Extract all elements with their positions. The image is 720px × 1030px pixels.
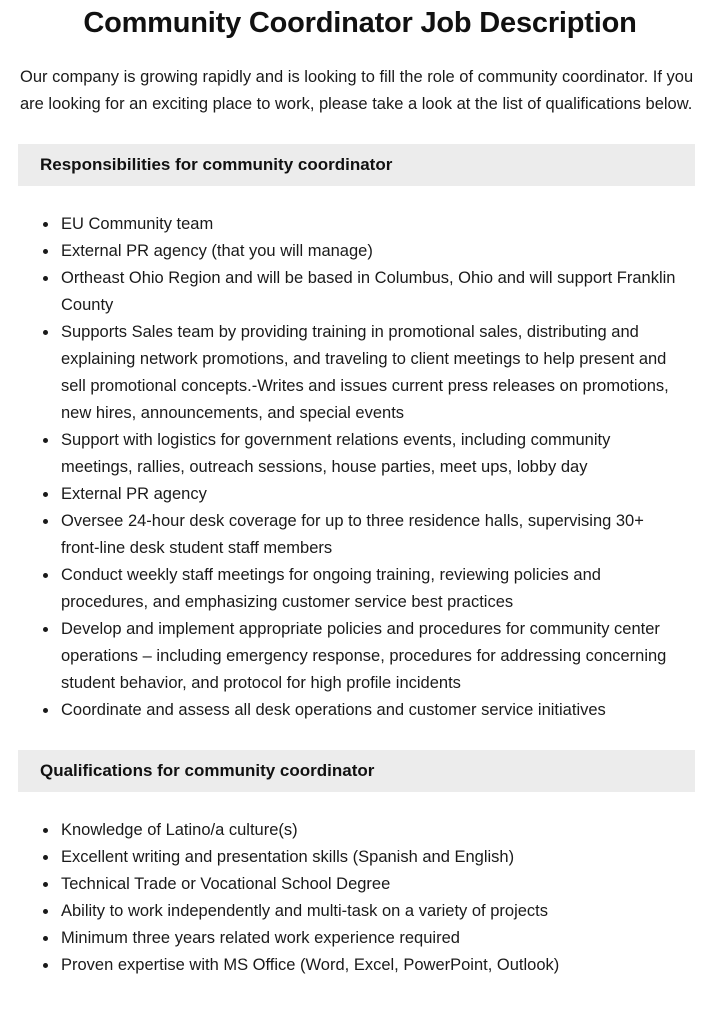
list-item: Supports Sales team by providing training in promotional sales, distributing and explaining network promotions, and traveling to client meetings to help present and sell promotional concepts.-Writes and issues current press releases on promotions, new hires, announcements, and special events [61,319,680,427]
list-item: Technical Trade or Vocational School Degree [61,871,680,898]
list-item: Minimum three years related work experience required [61,925,680,952]
list-item: Support with logistics for government relations events, including community meetings, rallies, outreach sessions, house parties, meet ups, lobby day [61,427,680,481]
qualifications-list [0,817,720,979]
list-item: External PR agency (that you will manage) [61,238,680,265]
list-item: External PR agency [61,481,680,508]
list-item: Proven expertise with MS Office (Word, Excel, PowerPoint, Outlook) [61,952,680,979]
list-item: Excellent writing and presentation skills (Spanish and English) [61,844,680,871]
intro-paragraph: Our company is growing rapidly and is looking to fill the role of community coordinator. If you are looking for an exciting place to work, please take a look at the list of qualifications below. [20,68,694,113]
list-item: EU Community team [61,211,680,238]
section-heading-qualifications: Qualifications for community coordinator [18,750,695,792]
list-item: Ortheast Ohio Region and will be based in Columbus, Ohio and will support Franklin County [61,265,680,319]
list-item: Coordinate and assess all desk operations and customer service initiatives [61,697,680,724]
responsibilities-list [0,211,720,724]
page-title: Community Coordinator Job Description [83,7,637,39]
list-item: Conduct weekly staff meetings for ongoing training, reviewing policies and procedures, and emphasizing customer service best practices [61,562,680,616]
list-item: Knowledge of Latino/a culture(s) [61,817,680,844]
list-item: Ability to work independently and multi-task on a variety of projects [61,898,680,925]
section-heading-responsibilities: Responsibilities for community coordinator [18,144,695,186]
list-item: Develop and implement appropriate policies and procedures for community center operations – including emergency response, procedures for addressing concerning student behavior, and protocol for high profile incidents [61,616,680,697]
list-item: Oversee 24-hour desk coverage for up to three residence halls, supervising 30+ front-line desk student staff members [61,508,680,562]
